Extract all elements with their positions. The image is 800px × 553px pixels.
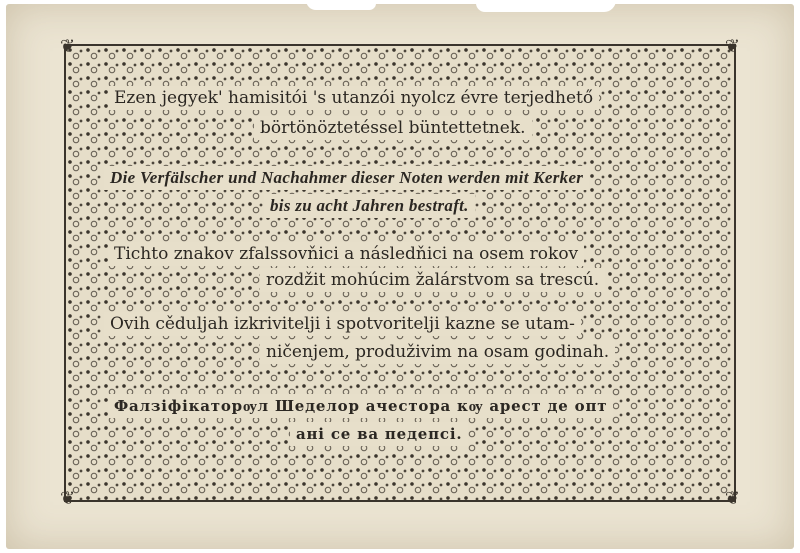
croatian-line-1: Ovih cěduljah izkrivitelji i spotvoritelji kazne se utam- <box>104 312 581 336</box>
ornament-corner-icon: ❦ <box>724 36 740 57</box>
romanian-cyrillic-line-2: ані се ва педепсі. <box>290 422 468 446</box>
hungarian-line-1: Ezen jegyek' hamisitói 's utanzói nyolcz évre terjedhető <box>108 86 599 110</box>
torn-edge <box>476 0 616 12</box>
german-line-1: Die Verfälscher und Nachahmer dieser Noten werden mit Kerker <box>104 166 589 190</box>
ornament-corner-icon: ❦ <box>60 36 76 57</box>
croatian-line-2: ničenjem, produživim na osam godinah. <box>260 340 615 364</box>
warning-text-block <box>60 36 740 509</box>
german-line-2: bis zu acht Jahren bestraft. <box>264 194 475 218</box>
romanian-cyrillic-line-1: Фалзіфікаторѹл Шеделор ачестора кѹ арест де опт <box>108 394 613 418</box>
slovak-line-1: Tichto znakov zfalssovňici a následňici na osem rokov <box>108 242 584 266</box>
slovak-line-2: rozdžit mohúcim žalárstvom sa trescú. <box>260 268 605 292</box>
ornament-corner-icon: ❦ <box>724 488 740 509</box>
ornament-corner-icon: ❦ <box>60 488 76 509</box>
hungarian-line-2: börtönöztetéssel büntettetnek. <box>254 116 532 140</box>
torn-edge <box>306 0 376 10</box>
